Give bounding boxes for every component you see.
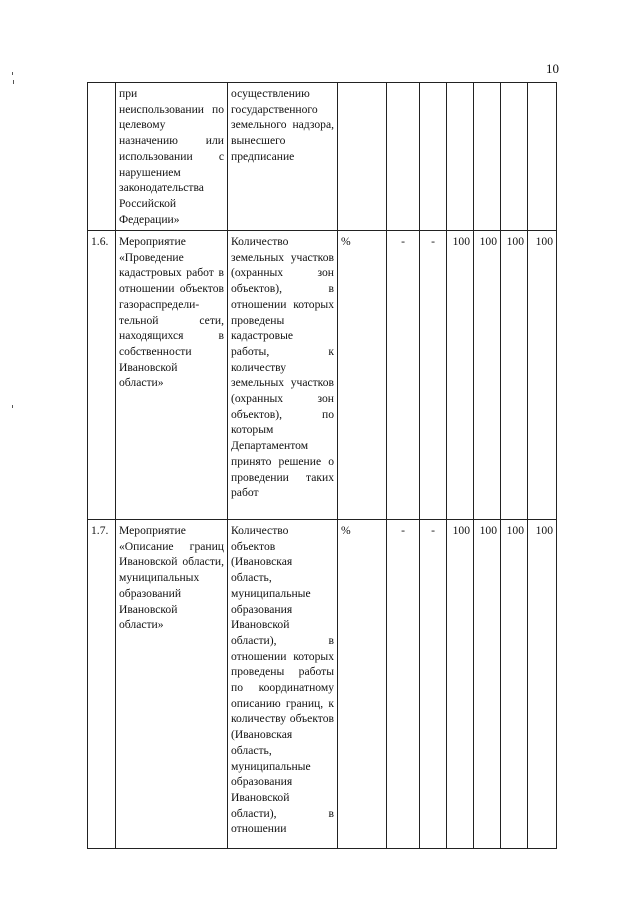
row-number: 1.7. <box>88 520 116 849</box>
value-cell <box>528 83 557 231</box>
unit-cell: % <box>338 231 387 520</box>
value-cell <box>501 83 528 231</box>
table-row <box>88 83 557 231</box>
activity-name: Мероприятие «Описание границ Ивановской области, муниципальных образований Ивановской области» <box>116 520 228 849</box>
unit-cell: % <box>338 520 387 849</box>
indicator-description: осуществлению государственного земельного надзора, вынесшего предписание <box>228 83 338 231</box>
table-row <box>88 231 557 520</box>
margin-mark <box>12 72 13 75</box>
value-cell <box>420 83 447 231</box>
value-cell: 100 <box>501 231 528 520</box>
activity-name: при неиспользовании по целевому назначению или использовании с нарушением законодательства Российской Федерации» <box>116 83 228 231</box>
value-cell <box>447 83 474 231</box>
indicator-description: Количество земельных участков (охранных зон объектов), в отношении которых проведены кадастровые работы, к количеству земельных участков (охранных зон объектов), по которым Департаментом принято решение о проведении таких работ <box>228 231 338 520</box>
activity-name: Мероприятие «Проведение кадастровых работ в отношении объектов газораспредели-тельной сети, находящихся в собственности Ивановской области» <box>116 231 228 520</box>
indicator-description: Количество объектов (Ивановская область, муниципальные образования Ивановской области), в отношении которых проведены работы по координатному описанию границ, к количеству объектов (Ивановская область, муниципальные образования Ивановской области), в отношении <box>228 520 338 849</box>
value-cell: - <box>420 520 447 849</box>
value-cell: 100 <box>447 231 474 520</box>
value-cell: - <box>387 231 420 520</box>
value-cell: 100 <box>528 520 557 849</box>
margin-mark <box>12 405 13 408</box>
value-cell: 100 <box>447 520 474 849</box>
value-cell <box>474 83 501 231</box>
table-row <box>88 520 557 849</box>
page-number: 10 <box>546 61 559 76</box>
value-cell: 100 <box>474 520 501 849</box>
value-cell <box>387 83 420 231</box>
value-cell: 100 <box>501 520 528 849</box>
value-cell: 100 <box>474 231 501 520</box>
unit-cell <box>338 83 387 231</box>
row-number <box>88 83 116 231</box>
row-number: 1.6. <box>88 231 116 520</box>
value-cell: - <box>420 231 447 520</box>
margin-mark <box>13 80 14 84</box>
indicators-table <box>87 82 557 849</box>
value-cell: - <box>387 520 420 849</box>
value-cell: 100 <box>528 231 557 520</box>
